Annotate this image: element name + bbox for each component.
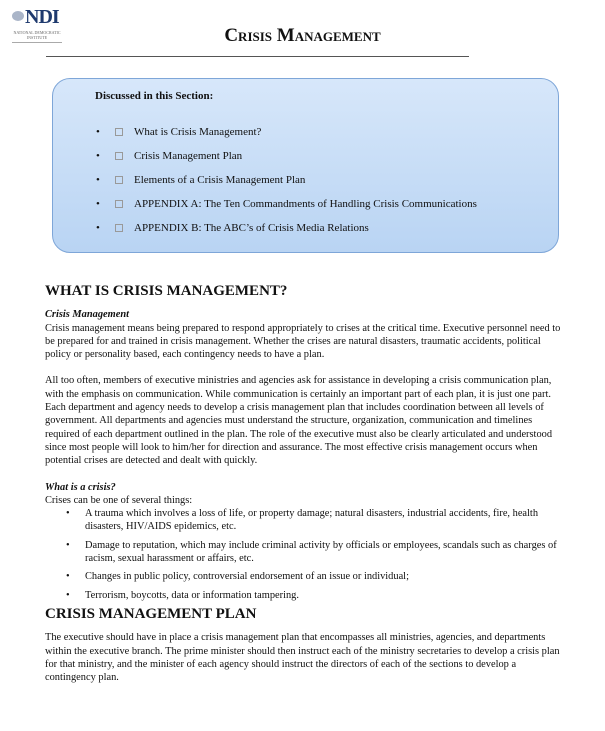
paragraph: Crisis management means being prepared to respond appropriately to crises at the critical time. Executive personnel need to be prepared for and trained in crisis management. Whether the crises are natural disasters, traumatic accidents, political policy or personality based, each contingency needs to have a plan. [45, 322, 561, 361]
logo-text: NDI [25, 6, 59, 28]
contents-item-label: • Elements of a Crisis Management Plan [134, 173, 306, 186]
section-heading: CRISIS MANAGEMENT PLAN [45, 605, 257, 622]
contents-item[interactable] [115, 146, 477, 165]
contents-item[interactable] [115, 170, 477, 189]
bullet-list [45, 507, 563, 602]
contents-title: Discussed in this Section: [95, 90, 214, 102]
contents-item-label: • Crisis Management Plan [134, 149, 243, 162]
document-body [45, 285, 563, 697]
bullet-item: • Changes in public policy, controversial endorsement of an issue or individual; [85, 570, 563, 583]
bullet-item: • Terrorism, boycotts, data or information tampering. [85, 589, 563, 602]
paragraph: The executive should have in place a crisis management plan that encompasses all ministries, agencies, and departments within the executive branch. The prime minister should then instruct each of the ministry secretaries to develop a crisis plan for that ministry, and the minister of each agency should instruct the directors of each of the sections to develop a contingency plan. [45, 632, 560, 684]
contents-item[interactable] [115, 194, 477, 213]
contents-item[interactable] [115, 218, 477, 237]
checkbox-icon [115, 224, 123, 232]
checkbox-icon [115, 200, 123, 208]
bullet-item: • A trauma which involves a loss of life, or property damage; natural disasters, industrial accidents, fire, health disasters, HIV/AIDS epidemics, etc. [85, 507, 563, 534]
contents-item-label: • APPENDIX B: The ABC’s of Crisis Media Relations [134, 221, 369, 234]
contents-list [115, 122, 477, 242]
paragraph: All too often, members of executive ministries and agencies ask for assistance in developing a crisis communication plan, with the emphasis on communication. While communication is certainly an important part of each plan, it is just one part. Each department and agency needs to develop a crisis management plan that includes coordination between all levels of government. All departments and agencies must understand the structure, organization, communication and timelines required of each department outlined in the plan. The role of the executive must also be clearly articulated and understood since most people will look to him/her for direction and assurance. The most effective crisis management occurs when potential crises are detected and dealt with quickly. [45, 375, 553, 467]
title-divider [46, 56, 469, 57]
checkbox-icon [115, 128, 123, 136]
checkbox-icon [115, 152, 123, 160]
contents-item[interactable] [115, 122, 477, 141]
globe-icon [12, 11, 24, 21]
subheading: What is a crisis? [45, 481, 116, 493]
contents-item-label: • APPENDIX A: The Ten Commandments of Handling Crisis Communications [134, 197, 477, 210]
logo-subtitle: NATIONAL DEMOCRATIC INSTITUTE [12, 30, 62, 43]
page-title: Crisis Management [224, 25, 381, 46]
section-contents-box [52, 78, 559, 253]
paragraph: Crises can be one of several things: [45, 494, 193, 506]
bullet-item: • Damage to reputation, which may include criminal activity by officials or employees, scandals such as charges of racism, sexual harassment or affairs, etc. [85, 539, 563, 566]
section-heading: WHAT IS CRISIS MANAGEMENT? [45, 283, 288, 299]
checkbox-icon [115, 176, 123, 184]
subheading: Crisis Management [45, 309, 130, 321]
contents-item-label: • What is Crisis Management? [134, 125, 262, 138]
